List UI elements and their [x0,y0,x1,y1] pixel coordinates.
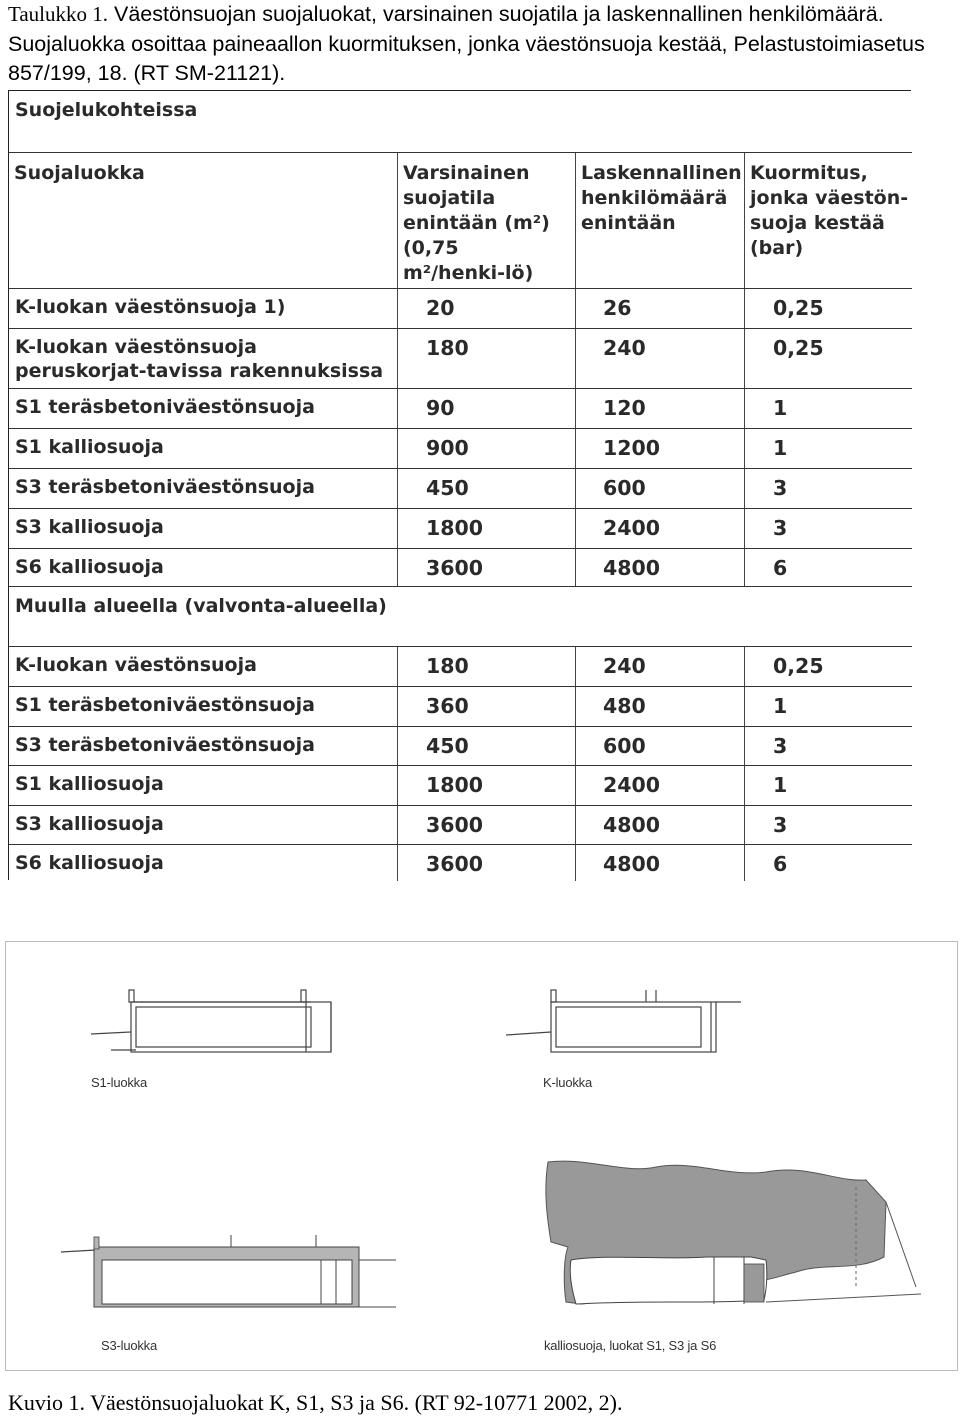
persons-cell-text: 120 [603,396,646,420]
persons-cell [575,429,744,468]
area-cell [397,549,575,586]
persons-cell-text: 1200 [603,436,661,460]
area-cell-text: 360 [426,694,469,718]
load-cell [744,647,912,686]
load-cell [744,845,912,881]
load-cell-text: 6 [773,852,788,876]
shelter-class-cell [9,727,397,765]
persons-cell-text: 4800 [603,813,661,837]
header-load: Kuormitus, jonka väestön-suoja kestää (bar) [750,162,909,259]
shelter-class-cell [9,766,397,805]
area-cell [397,329,575,388]
area-cell [397,429,575,468]
load-cell [744,806,912,844]
shelter-class-cell-text: K-luokan väestönsuoja 1) [15,296,286,318]
table-row [9,687,912,727]
header-persons: Laskennallinen henkilömäärä enintään [581,162,742,234]
table-row [9,429,912,469]
load-cell [744,389,912,428]
table-row [9,329,912,389]
persons-cell-text: 26 [603,296,632,320]
shelter-classes-figure [5,941,958,1371]
load-cell-text: 1 [773,436,788,460]
section-row-other-areas [9,587,912,647]
area-cell-text: 1800 [426,516,484,540]
table-row [9,766,912,806]
table-row [9,806,912,845]
shelter-class-cell [9,289,397,328]
header-cell [575,153,744,288]
label-k-class: K-luokka [543,1075,592,1090]
shelter-class-cell [9,509,397,548]
persons-cell-text: 240 [603,654,646,678]
shelter-class-cell [9,549,397,586]
area-cell [397,766,575,805]
area-cell [397,727,575,765]
load-cell [744,289,912,328]
persons-cell-text: 600 [603,734,646,758]
header-cell [744,153,912,288]
table-caption-text: Väestönsuojan suojaluokat, varsinainen suojatila ja laskennallinen henkilömäärä. Suojaluokka osoittaa paineaallon kuormituksen, jonka väestönsuoja kestää, Pelastustoimiasetus 857/199, 18. (RT SM-21121). [8,2,925,85]
persons-cell-text: 480 [603,694,646,718]
table-row [9,549,912,587]
shelter-class-cell-text: S3 kalliosuoja [15,813,164,835]
load-cell [744,469,912,508]
area-cell [397,389,575,428]
persons-cell [575,766,744,805]
table-row [9,845,912,881]
area-cell [397,289,575,328]
persons-cell [575,389,744,428]
s3-class-drawing [61,1235,396,1307]
shelter-class-cell [9,329,397,388]
load-cell-text: 3 [773,476,788,500]
area-cell-text: 20 [426,296,455,320]
k-class-drawing [506,990,741,1052]
load-cell-text: 6 [773,556,788,580]
table-row [9,469,912,509]
section-heading: Muulla alueella (valvonta-alueella) [15,595,387,617]
load-cell-text: 0,25 [773,654,824,678]
area-cell [397,845,575,881]
persons-cell [575,845,744,881]
section-row-protected-sites [9,91,912,153]
shelter-class-cell-text: K-luokan väestönsuoja peruskorjat-tavissa rakennuksissa [15,336,384,382]
persons-cell [575,469,744,508]
shelter-class-cell-text: S3 kalliosuoja [15,516,164,538]
header-area: Varsinainen suojatila enintään (m²) (0,75 m²/henki-lö) [403,162,550,284]
shelter-drawings [6,942,959,1372]
shelter-class-cell-text: K-luokan väestönsuoja [15,654,257,676]
label-s1-class: S1-luokka [91,1075,148,1090]
shelter-class-cell-text: S1 kalliosuoja [15,436,164,458]
area-cell-text: 900 [426,436,469,460]
load-cell [744,766,912,805]
persons-cell-text: 4800 [603,852,661,876]
load-cell-text: 1 [773,773,788,797]
area-cell-text: 450 [426,476,469,500]
table-row [9,289,912,329]
table-caption-label: Taulukko 1. [8,2,109,26]
persons-cell-text: 240 [603,336,646,360]
persons-cell [575,509,744,548]
persons-cell-text: 4800 [603,556,661,580]
persons-cell [575,687,744,726]
shelter-class-cell-text: S3 teräsbetoniväestönsuoja [15,734,315,756]
area-cell [397,687,575,726]
persons-cell [575,806,744,844]
rock-shelter-drawing [546,1161,921,1304]
load-cell-text: 3 [773,516,788,540]
section-heading: Suojelukohteissa [15,99,198,121]
area-cell-text: 90 [426,396,455,420]
shelter-class-cell [9,806,397,844]
load-cell [744,687,912,726]
table-caption [8,0,958,89]
area-cell [397,469,575,508]
persons-cell [575,727,744,765]
shelter-class-cell-text: S3 teräsbetoniväestönsuoja [15,476,315,498]
area-cell [397,509,575,548]
load-cell-text: 1 [773,694,788,718]
label-rock-shelter: kalliosuoja, luokat S1, S3 ja S6 [544,1338,717,1353]
table-row [9,647,912,687]
table-row [9,727,912,766]
shelter-class-cell-text: S6 kalliosuoja [15,556,164,578]
table-row [9,389,912,429]
shelter-class-cell [9,389,397,428]
load-cell [744,329,912,388]
load-cell-text: 3 [773,813,788,837]
label-s3-class: S3-luokka [101,1338,158,1353]
load-cell [744,509,912,548]
load-cell [744,429,912,468]
load-cell-text: 1 [773,396,788,420]
load-cell [744,549,912,586]
area-cell-text: 180 [426,654,469,678]
header-cell [9,153,397,288]
area-cell-text: 180 [426,336,469,360]
figure-caption: Kuvio 1. Väestönsuojaluokat K, S1, S3 ja S6. (RT 92-10771 2002, 2). [8,1390,623,1415]
area-cell-text: 1800 [426,773,484,797]
persons-cell [575,647,744,686]
persons-cell-text: 2400 [603,773,661,797]
load-cell [744,727,912,765]
persons-cell-text: 2400 [603,516,661,540]
load-cell-text: 0,25 [773,296,824,320]
load-cell-text: 3 [773,734,788,758]
shelter-class-table [8,90,911,880]
load-cell-text: 0,25 [773,336,824,360]
persons-cell [575,329,744,388]
area-cell-text: 3600 [426,813,484,837]
s1-class-drawing [91,990,331,1052]
area-cell [397,647,575,686]
table-header-row [9,153,912,289]
persons-cell-text: 600 [603,476,646,500]
shelter-class-cell [9,845,397,881]
table-row [9,509,912,549]
shelter-class-cell-text: S6 kalliosuoja [15,852,164,874]
header-class: Suojaluokka [14,162,145,184]
persons-cell [575,549,744,586]
shelter-class-cell [9,687,397,726]
shelter-class-cell-text: S1 kalliosuoja [15,773,164,795]
area-cell-text: 3600 [426,852,484,876]
area-cell-text: 450 [426,734,469,758]
shelter-class-cell [9,429,397,468]
shelter-class-cell [9,469,397,508]
persons-cell [575,289,744,328]
shelter-class-cell-text: S1 teräsbetoniväestönsuoja [15,396,315,418]
area-cell [397,806,575,844]
area-cell-text: 3600 [426,556,484,580]
header-cell [397,153,575,288]
shelter-class-cell [9,647,397,686]
shelter-class-cell-text: S1 teräsbetoniväestönsuoja [15,694,315,716]
